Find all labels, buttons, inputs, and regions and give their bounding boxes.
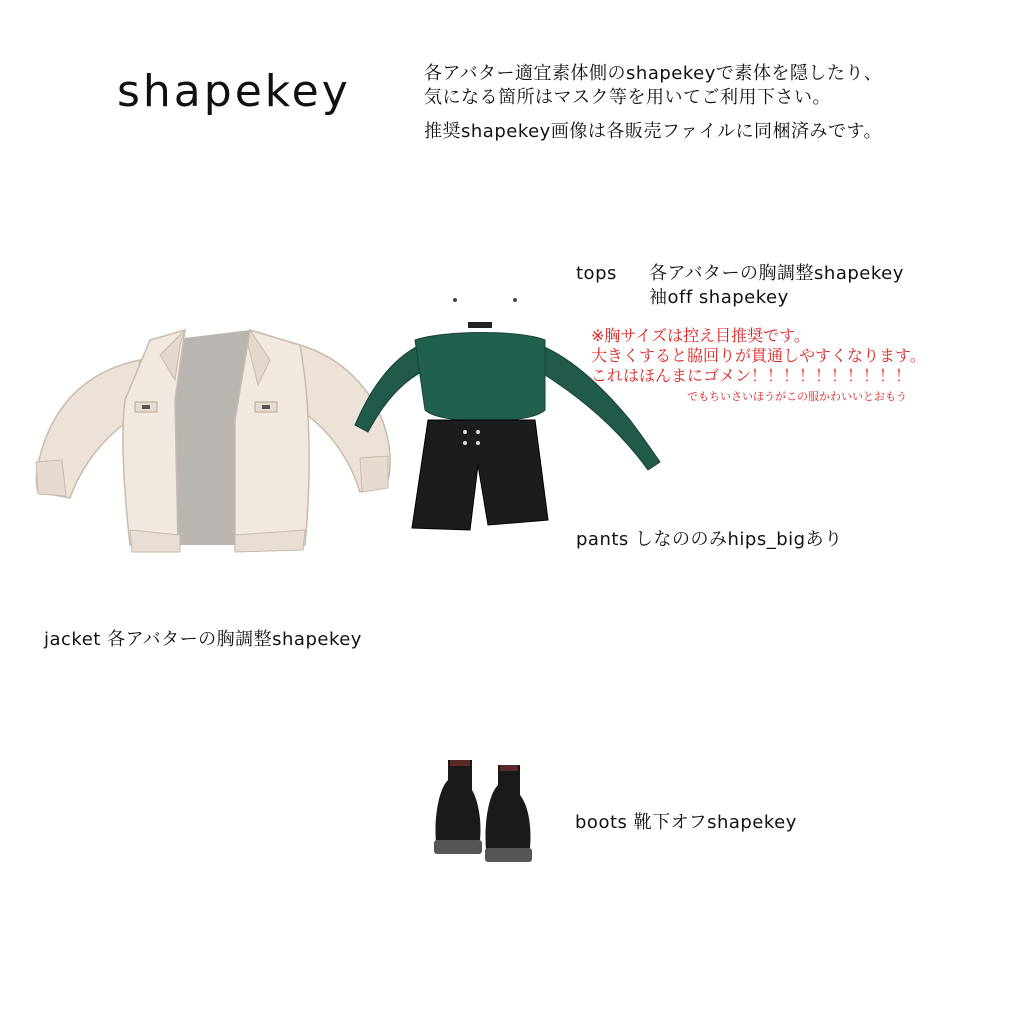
pants-note: pants しなののみhips_bigあり (576, 529, 843, 550)
tops-label: tops (576, 263, 617, 284)
tops-line-2: 袖off shapekey (649, 287, 789, 308)
page-title: shapekey (117, 66, 351, 117)
intro-line-1: 各アバター適宜素体側のshapekeyで素体を隠したり、 (424, 63, 883, 84)
jacket-illustration (36, 330, 390, 552)
jacket-note: jacket 各アバターの胸調整shapekey (44, 629, 362, 650)
tops-warning-1: ※胸サイズは控え目推奨です。 (591, 326, 810, 345)
boots-illustration (434, 760, 532, 862)
tops-line-1: 各アバターの胸調整shapekey (649, 263, 904, 284)
tops-warning-3: これはほんまにゴメン！！！！！！！！！！ (591, 366, 912, 385)
tops-small-note: でもちいさいほうがこの服かわいいとおもう (687, 390, 907, 403)
tops-warning-2: 大きくすると脇回りが貫通しやすくなります。 (591, 346, 926, 365)
boots-note: boots 靴下オフshapekey (575, 812, 797, 833)
intro-line-2: 気になる箇所はマスク等を用いてご利用下さい。 (424, 87, 831, 108)
intro-line-3: 推奨shapekey画像は各販売ファイルに同梱済みです。 (424, 121, 883, 142)
